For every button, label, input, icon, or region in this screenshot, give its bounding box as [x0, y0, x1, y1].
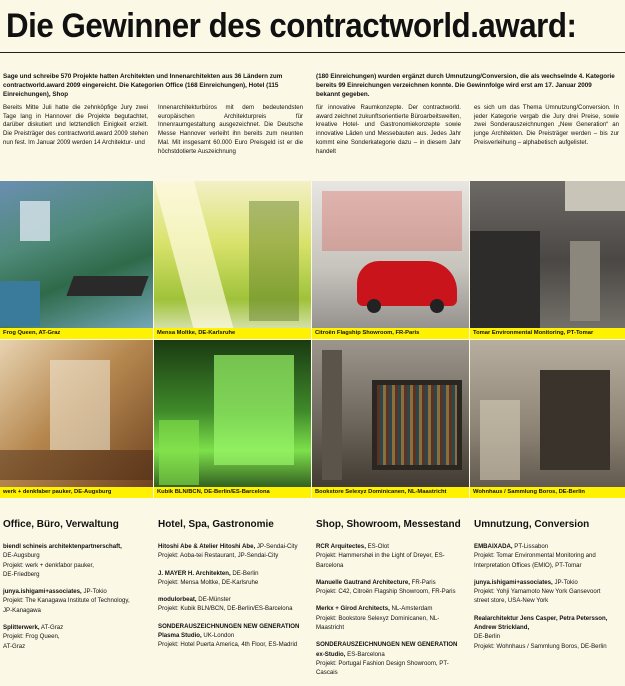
photo-werk-denkfaber	[0, 340, 153, 498]
section-office	[3, 518, 153, 659]
winner-entry: junya.ishigami+associates, JP-Tokio Projekt: Yohji Yamamoto New York Gansevoort street store, USA-New York	[474, 578, 601, 605]
intro-left: Sage und schreibe 570 Projekte hatten Architekten und Innenarchitekten aus 36 Ländern zum contractworld.award 2009 eingereicht. Die Kategorien Office (168 Einreichungen), Hotel (115 Einreichungen), Shop	[3, 73, 283, 98]
photo-tomar	[470, 181, 625, 339]
winner-entry: Splitterwerk, AT-Graz Projekt: Frog Queen, AT-Graz	[3, 624, 64, 650]
photo-caption: Citroën Flagship Showroom, FR-Paris	[312, 328, 469, 339]
photo-caption: werk + denkfaber pauker, DE-Augsburg	[0, 487, 153, 498]
page-title: Die Gewinner des contractworld.award:	[6, 7, 577, 45]
body-column-2: Innenarchitekturbüros mit dem bedeutendsten europäischen Architekturpreis für Innenraumgestaltung ausgezeichnet. Die Deutsche Messe Hannover verleiht ihn bereits zum neunten Mal. Mit insgesamt 60.000 Euro Preisgeld ist er die höchstdotierte Auszeichnung	[158, 104, 303, 155]
section-shop	[316, 518, 466, 686]
winner-entry-new-generation: SONDERAUSZEICHNUNGEN NEW GENERATION ex-Studio, ES-Barcelona Projekt: Portugal Fashion Design Showroom, PT-Cascais	[316, 641, 458, 677]
winner-entry: Merkx + Girod Architects, NL-Amsterdam Projekt: Bookstore Selexyz Dominicanen, NL-Maastricht	[316, 605, 440, 632]
section-heading: Office, Büro, Verwaltung	[3, 518, 119, 530]
photo-caption: Kubik BLN/BCN, DE-Berlin/ES-Barcelona	[154, 487, 311, 498]
winner-entry-new-generation: SONDERAUSZEICHNUNGEN NEW GENERATION Plasma Studio, UK-London Projekt: Hotel Puerta America, 4th Floor, ES-Madrid	[158, 622, 300, 649]
winner-entry: biendl schineis architektenpartnerschaft, DE-Augsburg Projekt: werk + denkfabor pauker, DE-Friedberg	[3, 543, 122, 578]
section-heading: Umnutzung, Conversion	[474, 518, 590, 530]
photo-caption: Frog Queen, AT-Graz	[0, 328, 153, 339]
winner-entry: EMBAIXADA, PT-Lissabon Projekt: Tomar Environmental Monitoring and Interpretation Offices (EMIO), PT-Tomar	[474, 543, 596, 569]
winner-entry: J. MAYER H. Architekten, DE-Berlin Projekt: Mensa Moltke, DE-Karlsruhe	[158, 569, 259, 586]
photo-citroen-showroom	[312, 181, 469, 339]
photo-selexyz	[312, 340, 469, 498]
intro-right: (180 Einreichungen) wurden ergänzt durch Umnutzung/Conversion, die als wechselnde 4. Kategorie bereits 99 Einreichungen verzeichnen konnte. Die Gewinnfolge wird erst am 17. Januar 2009 bekannt gegeben.	[316, 73, 615, 98]
section-heading: Hotel, Spa, Gastronomie	[158, 518, 274, 530]
section-conversion	[474, 518, 624, 659]
section-hotel	[158, 518, 308, 658]
photo-grid	[0, 181, 625, 498]
photo-caption: Tomar Environmental Monitoring, PT-Tomar	[470, 328, 625, 339]
body-column-4: es sich um das Thema Umnutzung/Conversion. In jeder Kategorie vergab die Jury drei Preise, sowie zwei Sonderauszeichnungen „New Generation“ an junge Architekten. Die Preisträger werden – bis zur Preisverleihung – alphabetisch aufgelistet.	[474, 104, 619, 146]
winner-entry: modulorbeat, DE-Münster Projekt: Kubik BLN/BCN, DE-Berlin/ES-Barcelona	[158, 596, 293, 613]
winner-entry: Realarchitektur Jens Casper, Petra Petersson, Andrew Strickland, DE-Berlin Projekt: Wohnhaus / Sammlung Boros, DE-Berlin	[474, 614, 608, 650]
winner-entry: RCR Arquitectes, ES-Olot Projekt: Hammershøi in the Light of Dreyer, ES-Barcelona	[316, 543, 445, 569]
photo-kubik	[154, 340, 311, 498]
section-heading: Shop, Showroom, Messestand	[316, 518, 461, 530]
title-rule	[0, 52, 625, 53]
photo-frog-queen	[0, 181, 153, 339]
winner-entry: Hitoshi Abe & Atelier Hitoshi Abe, JP-Sendai-City Projekt: Aoba-tei Restaurant, JP-Sendai-City	[158, 543, 298, 560]
winner-entry: Manuelle Gautrand Architecture, FR-Paris Projekt: C42, Citroën Flagship Showroom, FR-Paris	[316, 578, 456, 596]
photo-caption: Wohnhaus / Sammlung Boros, DE-Berlin	[470, 487, 625, 498]
photo-mensa-moltke	[154, 181, 311, 339]
body-column-3: für innovative Raumkonzepte. Der contractworld. award zeichnet zukunftsorientierte Büroarbeitswelten, kreative Hotel- und Gastronomiekonzepte sowie innovative Läden und Messebauten aus. Jedes Jahr kommt eine Sonderkategorie dazu – in diesem Jahr handelt	[316, 104, 461, 155]
photo-boros	[470, 340, 625, 498]
body-column-1: Bereits Mitte Juli hatte die zehnköpfige Jury zwei Tage lang in Hannover die Projekte begutachtet, darüber diskutiert und letztendlich Einigkeit erzielt. Die Preisträger des contractworld.award 2009 stehen nun fest. Im Januar 2009 werden 14 Architektur- und	[3, 104, 148, 146]
photo-caption: Bookstore Selexyz Dominicanen, NL-Maastricht	[312, 487, 469, 498]
winner-entry: junya.ishigami+associates, JP-Tokio Projekt: The Kanagawa Institute of Technology, JP-Kanagawa	[3, 588, 130, 614]
photo-caption: Mensa Moltke, DE-Karlsruhe	[154, 328, 311, 339]
